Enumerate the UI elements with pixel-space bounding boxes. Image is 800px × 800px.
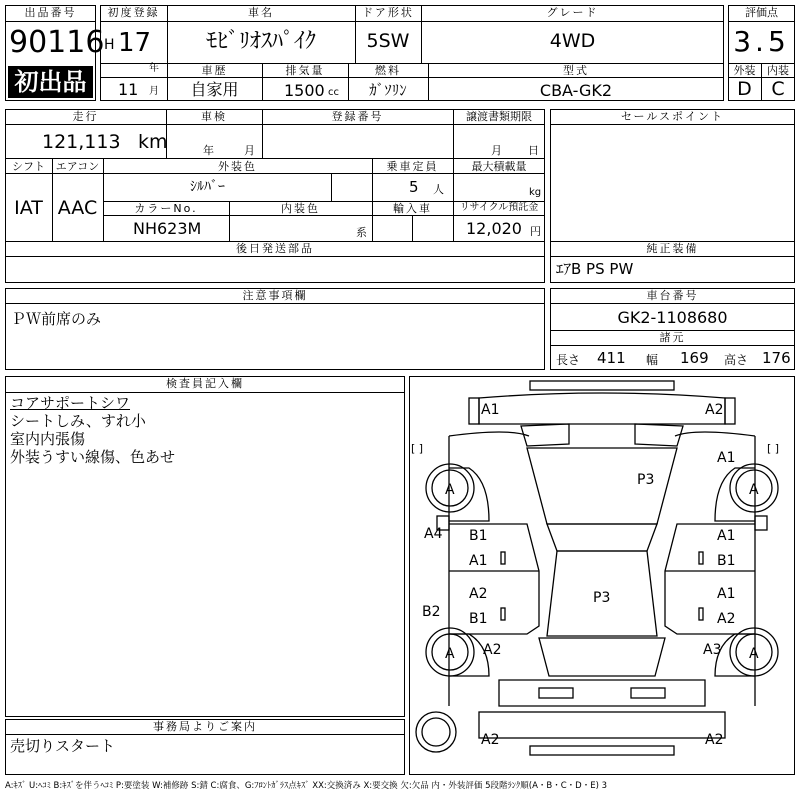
- diag-left-door-3: A2: [469, 586, 488, 602]
- diag-left-door-1: B1: [469, 528, 488, 544]
- diag-right-door-4: A2: [717, 611, 736, 627]
- width: 169: [680, 349, 709, 367]
- int-grade: C: [771, 78, 785, 100]
- diag-wheel-rr: A: [749, 646, 759, 662]
- first-listing-text: 初出品: [14, 68, 87, 96]
- notes-label: 注意事項欄: [242, 289, 308, 302]
- diag-bracket-right: [ ]: [767, 442, 780, 455]
- diag-roof: P3: [593, 590, 611, 606]
- car-name: ﾓﾋﾞﾘｵｽﾊﾟｲｸ: [205, 29, 316, 54]
- length: 411: [597, 349, 626, 367]
- inspector-line-3: 室内内張傷: [10, 430, 86, 448]
- doc-month-unit: 月: [491, 144, 502, 157]
- grade: 4WD: [549, 30, 596, 52]
- diag-rear-left: A2: [481, 732, 500, 748]
- office-note: 売切りスタート: [10, 737, 116, 755]
- diag-right-door-3: A1: [717, 586, 736, 602]
- inspect-year-unit: 年: [203, 144, 214, 157]
- inspect-month-unit: 月: [244, 144, 255, 157]
- grade-label: グレード: [546, 6, 599, 19]
- diag-side-b2: B2: [422, 604, 441, 620]
- ext-grade: D: [737, 78, 752, 100]
- doc-label: 譲渡書類期限: [466, 110, 532, 123]
- legend: A:ｷｽﾞ U:ﾍｺﾐ B:ｷｽﾞを伴うﾍｺﾐ P:要塗装 W:補修跡 S:錆 C:腐食、G:ﾌﾛﾝﾄｶﾞﾗｽ点ｷｽﾞ XX:交換済み X:要交換 欠:欠品 内・外装評価 5段階ﾗﾝｸ順(A・B・C・D・E) 3: [5, 781, 608, 791]
- fuel-label: 燃料: [375, 64, 401, 77]
- diag-front-right: A2: [705, 402, 724, 418]
- seats-unit: 人: [433, 183, 444, 196]
- dims-label: 諸元: [659, 331, 686, 344]
- colorno-label: カラーNo.: [134, 202, 198, 215]
- sales-label: セールスポイント: [620, 110, 724, 123]
- diag-wheel-fr: A: [749, 482, 759, 498]
- inspector-line-2: シートしみ、すれ小: [10, 412, 146, 430]
- diag-left-door-2: A1: [469, 553, 488, 569]
- plate-label: 登録番号: [331, 110, 384, 123]
- diag-fender-right: A1: [717, 450, 736, 466]
- score-label: 評価点: [745, 6, 778, 19]
- score: 3.5: [733, 25, 790, 58]
- inspector-line-4: 外装うすい線傷、色あせ: [10, 448, 176, 466]
- model-label: 型式: [563, 64, 589, 77]
- equip-label: 純正装備: [646, 242, 699, 255]
- doc-day-unit: 日: [528, 144, 539, 157]
- name-label: 車名: [248, 6, 274, 19]
- chassis-label: 車台番号: [646, 289, 699, 302]
- load-label: 最大積載量: [471, 160, 527, 173]
- fuel: ｶﾞｿﾘﾝ: [369, 81, 407, 99]
- history: 自家用: [190, 80, 239, 99]
- diag-front-left: A1: [481, 402, 500, 418]
- ac-label: エアコン: [55, 160, 100, 173]
- diag-wheel-rl: A: [445, 646, 455, 662]
- diag-right-door-1: A1: [717, 528, 736, 544]
- diag-rear-left-fender: A2: [483, 642, 502, 658]
- diag-rear-right: A2: [705, 732, 724, 748]
- diag-bracket-left: [ ]: [411, 442, 424, 455]
- chassis-number: GK2-1108680: [617, 308, 728, 327]
- int-label: 内装: [767, 64, 789, 77]
- diag-rear-right-fender: A3: [703, 642, 722, 658]
- inspector-label: 検査員記入欄: [166, 377, 244, 390]
- intcolor-unit: 系: [356, 226, 367, 239]
- inspect-label: 車検: [201, 110, 227, 123]
- reg-year: 17: [118, 28, 152, 58]
- disp-label: 排気量: [285, 64, 325, 77]
- color-number: NH623M: [133, 219, 202, 238]
- shift-label: シフト: [12, 160, 45, 173]
- reg-label: 初度登録: [107, 6, 160, 19]
- height-label: 高さ: [724, 353, 749, 367]
- diag-right-door-2: B1: [717, 553, 736, 569]
- diag-side-a4: A4: [424, 526, 443, 542]
- door-label: ドア形状: [362, 6, 414, 19]
- mileage-unit: km: [138, 131, 168, 153]
- lot-label: 出品番号: [24, 6, 77, 19]
- recycle-amount: 12,020: [466, 219, 522, 238]
- diag-wheel-fl: A: [445, 482, 455, 498]
- ac: AAC: [57, 197, 98, 219]
- height: 176: [762, 349, 791, 367]
- car-diagram: [409, 376, 795, 775]
- mileage-label: 走行: [72, 110, 99, 123]
- history-label: 車歴: [201, 64, 228, 77]
- mileage: 121,113: [42, 131, 121, 153]
- load-unit: kg: [529, 187, 542, 198]
- model: CBA-GK2: [539, 81, 613, 100]
- intcolor-label: 内装色: [281, 202, 320, 215]
- year-unit: 年: [149, 63, 159, 74]
- recycle-unit: 円: [530, 225, 541, 238]
- equipment: ｴｱB PS PW: [556, 260, 634, 278]
- shift: IAT: [14, 197, 43, 219]
- color-label: 外装色: [218, 160, 257, 173]
- lot-number: 90116: [9, 25, 105, 60]
- width-label: 幅: [646, 353, 659, 367]
- door-type: 5SW: [366, 30, 410, 52]
- displacement: 1500: [284, 81, 325, 100]
- later-parts-label: 後日発送部品: [236, 242, 314, 255]
- length-label: 長さ: [556, 353, 581, 367]
- diag-left-door-4: B1: [469, 611, 488, 627]
- seats-label: 乗車定員: [386, 160, 439, 173]
- ext-label: 外装: [733, 64, 756, 77]
- reg-month: 11: [118, 80, 139, 99]
- disp-unit: cc: [328, 87, 339, 98]
- seats: 5: [409, 178, 419, 196]
- diag-hood: P3: [637, 472, 655, 488]
- import-label: 輸入車: [393, 202, 432, 215]
- notes-text: ＰＷ前席のみ: [11, 310, 102, 328]
- inspector-line-1: コアサポートシワ: [10, 394, 131, 412]
- color: ｼﾙﾊﾞｰ: [190, 179, 225, 195]
- office-label: 事務局よりご案内: [153, 720, 257, 733]
- era: H: [104, 37, 115, 53]
- month-unit: 月: [149, 86, 159, 97]
- recycle-label: リサイクル預託金: [459, 202, 539, 213]
